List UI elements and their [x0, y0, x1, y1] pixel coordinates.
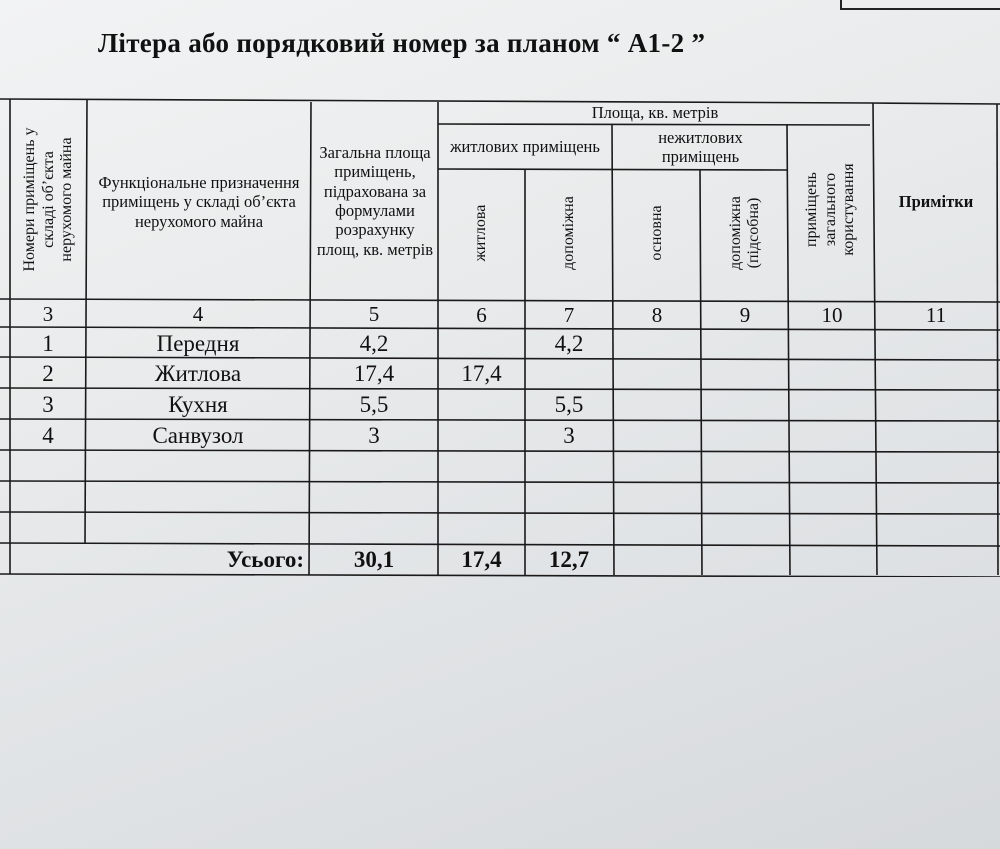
header-col9 — [701, 169, 789, 297]
column-number: 9 — [739, 303, 751, 328]
room-living-area — [438, 329, 525, 359]
room-name: Передня — [156, 331, 240, 357]
header-col3-line: нерухомого майна — [58, 137, 76, 262]
header-col3 — [10, 102, 88, 297]
room-name: Житлова — [154, 361, 242, 387]
column-number: 7 — [563, 303, 575, 328]
header-col7 — [525, 169, 613, 297]
room-total-area: 3 — [368, 422, 380, 448]
header-notes: Примітки — [898, 192, 974, 212]
header-col4: Функціональне призначення приміщень у складі об’єкта нерухомого майна — [98, 172, 300, 231]
header-col10-line: користування — [840, 163, 858, 256]
totals-total-area: 30,1 — [353, 547, 395, 573]
header-col8-line: основна — [647, 205, 665, 261]
header-col6-line: житлова — [472, 204, 490, 262]
header-col6 — [438, 169, 525, 297]
header-col10 — [788, 122, 874, 297]
column-number: 11 — [925, 303, 947, 328]
area-table — [0, 97, 1000, 577]
column-number: 6 — [476, 303, 487, 328]
room-number: 4 — [42, 422, 54, 448]
room-number: 3 — [42, 391, 54, 417]
totals-aux-area: 12,7 — [548, 547, 590, 573]
page-title: Літера або порядковий номер за планом “ А1-2 ” — [98, 28, 706, 58]
header-living-group: житлових приміщень — [450, 137, 600, 157]
header-col9-line: допоміжна — [726, 196, 744, 270]
header-col10-line: загального — [821, 172, 839, 247]
column-number: 8 — [651, 303, 663, 328]
room-number: 2 — [42, 361, 54, 387]
header-col3-line: складі об’єкта — [39, 151, 57, 248]
column-number: 10 — [821, 303, 843, 328]
header-area-group: Площа, кв. метрів — [591, 103, 719, 123]
header-nonliving-group: нежитлових приміщень — [658, 127, 743, 166]
sheet-top-border — [840, 0, 1000, 10]
column-number: 3 — [42, 302, 54, 327]
column-number: 4 — [192, 302, 204, 327]
room-living-area — [438, 389, 525, 420]
header-col5: Загальна площа приміщень, підрахована за формулами розрахунку площ, кв. метрів — [316, 142, 434, 259]
room-living-area: 17,4 — [461, 361, 502, 387]
room-total-area: 17,4 — [353, 361, 395, 387]
header-col7-line: допоміжна — [559, 196, 577, 270]
room-total-area: 4,2 — [359, 331, 389, 357]
header-col9-line: (підсобна) — [745, 197, 762, 269]
room-number: 1 — [42, 331, 54, 357]
room-living-area — [438, 420, 525, 451]
column-number: 5 — [368, 302, 380, 327]
room-aux-area: 4,2 — [554, 331, 584, 357]
room-aux-area: 3 — [563, 422, 575, 448]
room-total-area: 5,5 — [359, 391, 389, 417]
room-aux-area: 5,5 — [554, 391, 584, 417]
room-name: Кухня — [168, 391, 228, 417]
room-name: Санвузол — [152, 422, 244, 448]
header-col8 — [613, 169, 701, 297]
header-col3-line: Номери приміщень у — [21, 127, 39, 272]
totals-living-area: 17,4 — [461, 547, 502, 573]
room-aux-area — [525, 359, 613, 389]
totals-label: Усього: — [226, 547, 304, 573]
header-col10-line: приміщень — [803, 172, 821, 247]
